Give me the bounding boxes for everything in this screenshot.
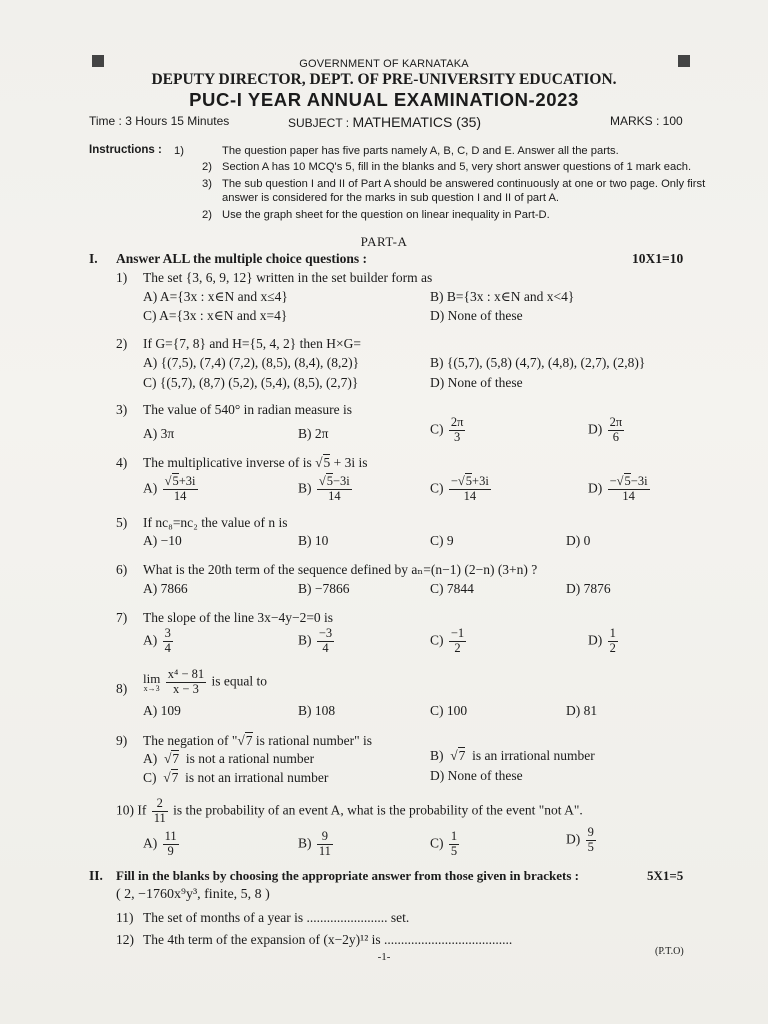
q1-option-c: C) A={3x : x∈N and x=4} bbox=[143, 308, 288, 323]
q8-option-a: A) 109 bbox=[143, 703, 181, 718]
q6-text: What is the 20th term of the sequence defined by aₙ=(n−1) (2−n) (3+n) ? bbox=[143, 562, 538, 577]
q4-option-c-fraction: $\frac{-√5+3i}{14}$ bbox=[450, 474, 489, 503]
q8-text: is equal to bbox=[211, 673, 268, 689]
q7-option-d: D) $\frac{1}{2}$ bbox=[588, 626, 616, 655]
instructions-label: Instructions : bbox=[89, 144, 162, 156]
instruction-no-1: 1) bbox=[174, 145, 184, 157]
q2-text: If G={7, 8} and H={5, 4, 2} then H×G= bbox=[143, 336, 361, 351]
q8-option-d: D) 81 bbox=[566, 703, 598, 718]
page-number: -1- bbox=[377, 951, 391, 963]
instruction-no-4: 2) bbox=[202, 209, 212, 221]
q7-option-c-fraction: $\frac{-1}{2}$ bbox=[450, 626, 465, 655]
instruction-no-3: 3) bbox=[202, 178, 212, 190]
q6-option-b: B) −7866 bbox=[298, 581, 350, 596]
q11-number: 11) bbox=[116, 910, 134, 925]
q4-option-d-fraction: $\frac{-√5-3i}{14}$ bbox=[609, 474, 648, 503]
q10-option-a-fraction: $\frac{11}{9}$ bbox=[164, 829, 177, 858]
q10-option-c-fraction: $\frac{1}{5}$ bbox=[450, 829, 458, 858]
q2-option-c: C) {(5,7), (8,7) (5,2), (5,4), (8,5), (2,7)} bbox=[143, 375, 359, 390]
q3-option-c-fraction: $\frac{2\pi}{3}$ bbox=[450, 415, 464, 444]
q2-number: 2) bbox=[116, 336, 128, 351]
header-time: Time : 3 Hours 15 Minutes bbox=[89, 114, 230, 128]
q7-option-a-fraction: $\frac{3}{4}$ bbox=[164, 626, 171, 655]
q8-option-c: C) 100 bbox=[430, 703, 468, 718]
q10-option-b-fraction: $\frac{9}{11}$ bbox=[318, 829, 331, 858]
q12-text: The 4th term of the expansion of (x−2y)¹² is ...................................... bbox=[143, 932, 513, 947]
q5-option-b: B) 10 bbox=[298, 533, 329, 548]
q7-option-a: A) $\frac{3}{4}$ bbox=[143, 626, 171, 655]
q5-option-c: C) 9 bbox=[430, 533, 454, 548]
q7-option-b-fraction: $\frac{-3}{4}$ bbox=[318, 626, 333, 655]
q10-if: If bbox=[137, 802, 147, 818]
section-2-title: Fill in the blanks by choosing the appropriate answer from those given in brackets : bbox=[116, 868, 579, 883]
q8-lim: lim bbox=[143, 670, 161, 686]
q10-text: is the probability of an event A, what is the probability of the event "not A". bbox=[173, 802, 583, 818]
q1-option-a: A) A={3x : x∈N and x≤4} bbox=[143, 289, 288, 304]
q8-fraction: $\frac{\text{x⁴ − 81}}{x - 3}$ bbox=[167, 667, 205, 696]
q1-number: 1) bbox=[116, 270, 128, 285]
q10-option-d: D) $\frac{9}{5}$ bbox=[566, 825, 594, 854]
q7-number: 7) bbox=[116, 610, 128, 625]
q3-option-d-label: D) bbox=[588, 421, 603, 437]
q6-option-d: D) 7876 bbox=[566, 581, 611, 596]
q4-option-c: C) $\frac{-√5+3i}{14}$ bbox=[430, 474, 489, 503]
header-subject bbox=[288, 114, 481, 130]
subject-label: SUBJECT : bbox=[288, 116, 350, 130]
header-marks: MARKS : 100 bbox=[610, 114, 683, 128]
q10-option-b: B) $\frac{9}{11}$ bbox=[298, 829, 331, 858]
q5-option-a: A) −10 bbox=[143, 533, 182, 548]
section-1-title: Answer ALL the multiple choice questions : bbox=[116, 251, 368, 266]
instruction-text-2: Section A has 10 MCQ's 5, fill in the blanks and 5, very short answer questions of 1 mark each. bbox=[222, 161, 692, 173]
instruction-text-3b: answer is considered for the marks in sub question I and II of part A. bbox=[222, 192, 560, 204]
q2-option-b: B) {(5,7), (5,8) (4,7), (4,8), (2,7), (2,8)} bbox=[430, 355, 646, 370]
q4-option-a-fraction: $\frac{√5+3i}{14}$ bbox=[164, 474, 196, 503]
section-2-marks: 5X1=5 bbox=[647, 868, 684, 883]
q3-option-d-fraction: $\frac{2\pi}{6}$ bbox=[609, 415, 623, 444]
q9-option-b: B) √7 is an irrational number bbox=[430, 748, 595, 763]
header-government: GOVERNMENT OF KARNATAKA bbox=[299, 58, 469, 70]
q10-option-c: C) $\frac{1}{5}$ bbox=[430, 829, 458, 858]
q8-lim-sub: x→3 bbox=[143, 683, 160, 693]
instruction-no-2: 2) bbox=[202, 161, 212, 173]
q6-option-c: C) 7844 bbox=[430, 581, 474, 596]
q7-option-c: C) $\frac{-1}{2}$ bbox=[430, 626, 465, 655]
q10-option-a: A) $\frac{11}{9}$ bbox=[143, 829, 177, 858]
section-1-roman: I. bbox=[89, 251, 98, 266]
q10-line bbox=[116, 797, 583, 826]
q4-text: The multiplicative inverse of is √5 + 3i is bbox=[143, 455, 368, 470]
q2-option-d: D) None of these bbox=[430, 375, 523, 390]
q1-text: The set {3, 6, 9, 12} written in the set builder form as bbox=[143, 270, 433, 285]
q7-text: The slope of the line 3x−4y−2=0 is bbox=[143, 610, 334, 625]
q4-option-b-fraction: $\frac{√5-3i}{14}$ bbox=[318, 474, 350, 503]
instruction-text-4: Use the graph sheet for the question on linear inequality in Part-D. bbox=[222, 209, 550, 221]
q1-option-d: D) None of these bbox=[430, 308, 523, 323]
section-1-marks: 10X1=10 bbox=[632, 251, 684, 266]
q3-option-d bbox=[588, 416, 626, 445]
instruction-text-3: The sub question I and II of Part A should be answered continuously at one or two page. Only first bbox=[222, 178, 706, 190]
q10-option-d-fraction: $\frac{9}{5}$ bbox=[587, 825, 594, 854]
q3-option-c bbox=[430, 416, 467, 445]
q2-option-a: A) {(7,5), (7,4) (7,2), (8,5), (8,4), (8,2)} bbox=[143, 355, 360, 370]
q6-option-a: A) 7866 bbox=[143, 581, 188, 596]
subject-name: MATHEMATICS (35) bbox=[352, 114, 482, 130]
q1-option-b: B) B={3x : x∈N and x<4} bbox=[430, 289, 575, 304]
q9-option-a: A) √7 is not a rational number bbox=[143, 751, 315, 766]
q9-option-c: C) √7 is not an irrational number bbox=[143, 770, 329, 785]
q4-option-b: B) $\frac{√5-3i}{14}$ bbox=[298, 474, 350, 503]
q11-text: The set of months of a year is ........................ set. bbox=[143, 910, 410, 925]
q3-option-b: B) 2π bbox=[298, 426, 329, 441]
header-department: DEPUTY DIRECTOR, DEPT. OF PRE-UNIVERSITY EDUCATION. bbox=[151, 71, 617, 88]
q3-number: 3) bbox=[116, 402, 128, 417]
header-exam-title: PUC-I YEAR ANNUAL EXAMINATION-2023 bbox=[189, 89, 579, 110]
q3-text: The value of 540° in radian measure is bbox=[143, 402, 352, 417]
q9-number: 9) bbox=[116, 733, 128, 748]
q5-number: 5) bbox=[116, 515, 128, 530]
part-a-heading: PART-A bbox=[360, 234, 408, 249]
q6-number: 6) bbox=[116, 562, 128, 577]
q9-text: The negation of "√7 is rational number" is bbox=[143, 733, 373, 748]
q5-text: If nc₈=nc₂ the value of n is bbox=[143, 515, 288, 530]
q4-option-d: D) $\frac{-√5-3i}{14}$ bbox=[588, 474, 648, 503]
q5-option-d: D) 0 bbox=[566, 533, 591, 548]
q12-number: 12) bbox=[116, 932, 134, 947]
q4-option-a: A) $\frac{√5+3i}{14}$ bbox=[143, 474, 196, 503]
q3-option-a: A) 3π bbox=[143, 426, 175, 441]
q10-fraction: $\frac{2}{11}$ bbox=[153, 796, 166, 825]
q7-option-d-fraction: $\frac{1}{2}$ bbox=[609, 626, 616, 655]
instruction-text-1: The question paper has five parts namely A, B, C, D and E. Answer all the parts. bbox=[222, 145, 619, 157]
q4-number: 4) bbox=[116, 455, 128, 470]
q10-number: 10) bbox=[116, 802, 134, 818]
q3-option-c-label: C) bbox=[430, 421, 444, 437]
q8-option-b: B) 108 bbox=[298, 703, 336, 718]
q7-option-b: B) $\frac{-3}{4}$ bbox=[298, 626, 333, 655]
q9-option-d: D) None of these bbox=[430, 768, 523, 783]
section-2-roman: II. bbox=[89, 868, 103, 883]
q8-limit-expression bbox=[143, 668, 267, 697]
section-2-choices: ( 2, −1760x⁹y³, finite, 5, 8 ) bbox=[116, 887, 270, 902]
q8-number: 8) bbox=[116, 681, 128, 696]
pto-note: (P.T.O) bbox=[655, 946, 684, 957]
